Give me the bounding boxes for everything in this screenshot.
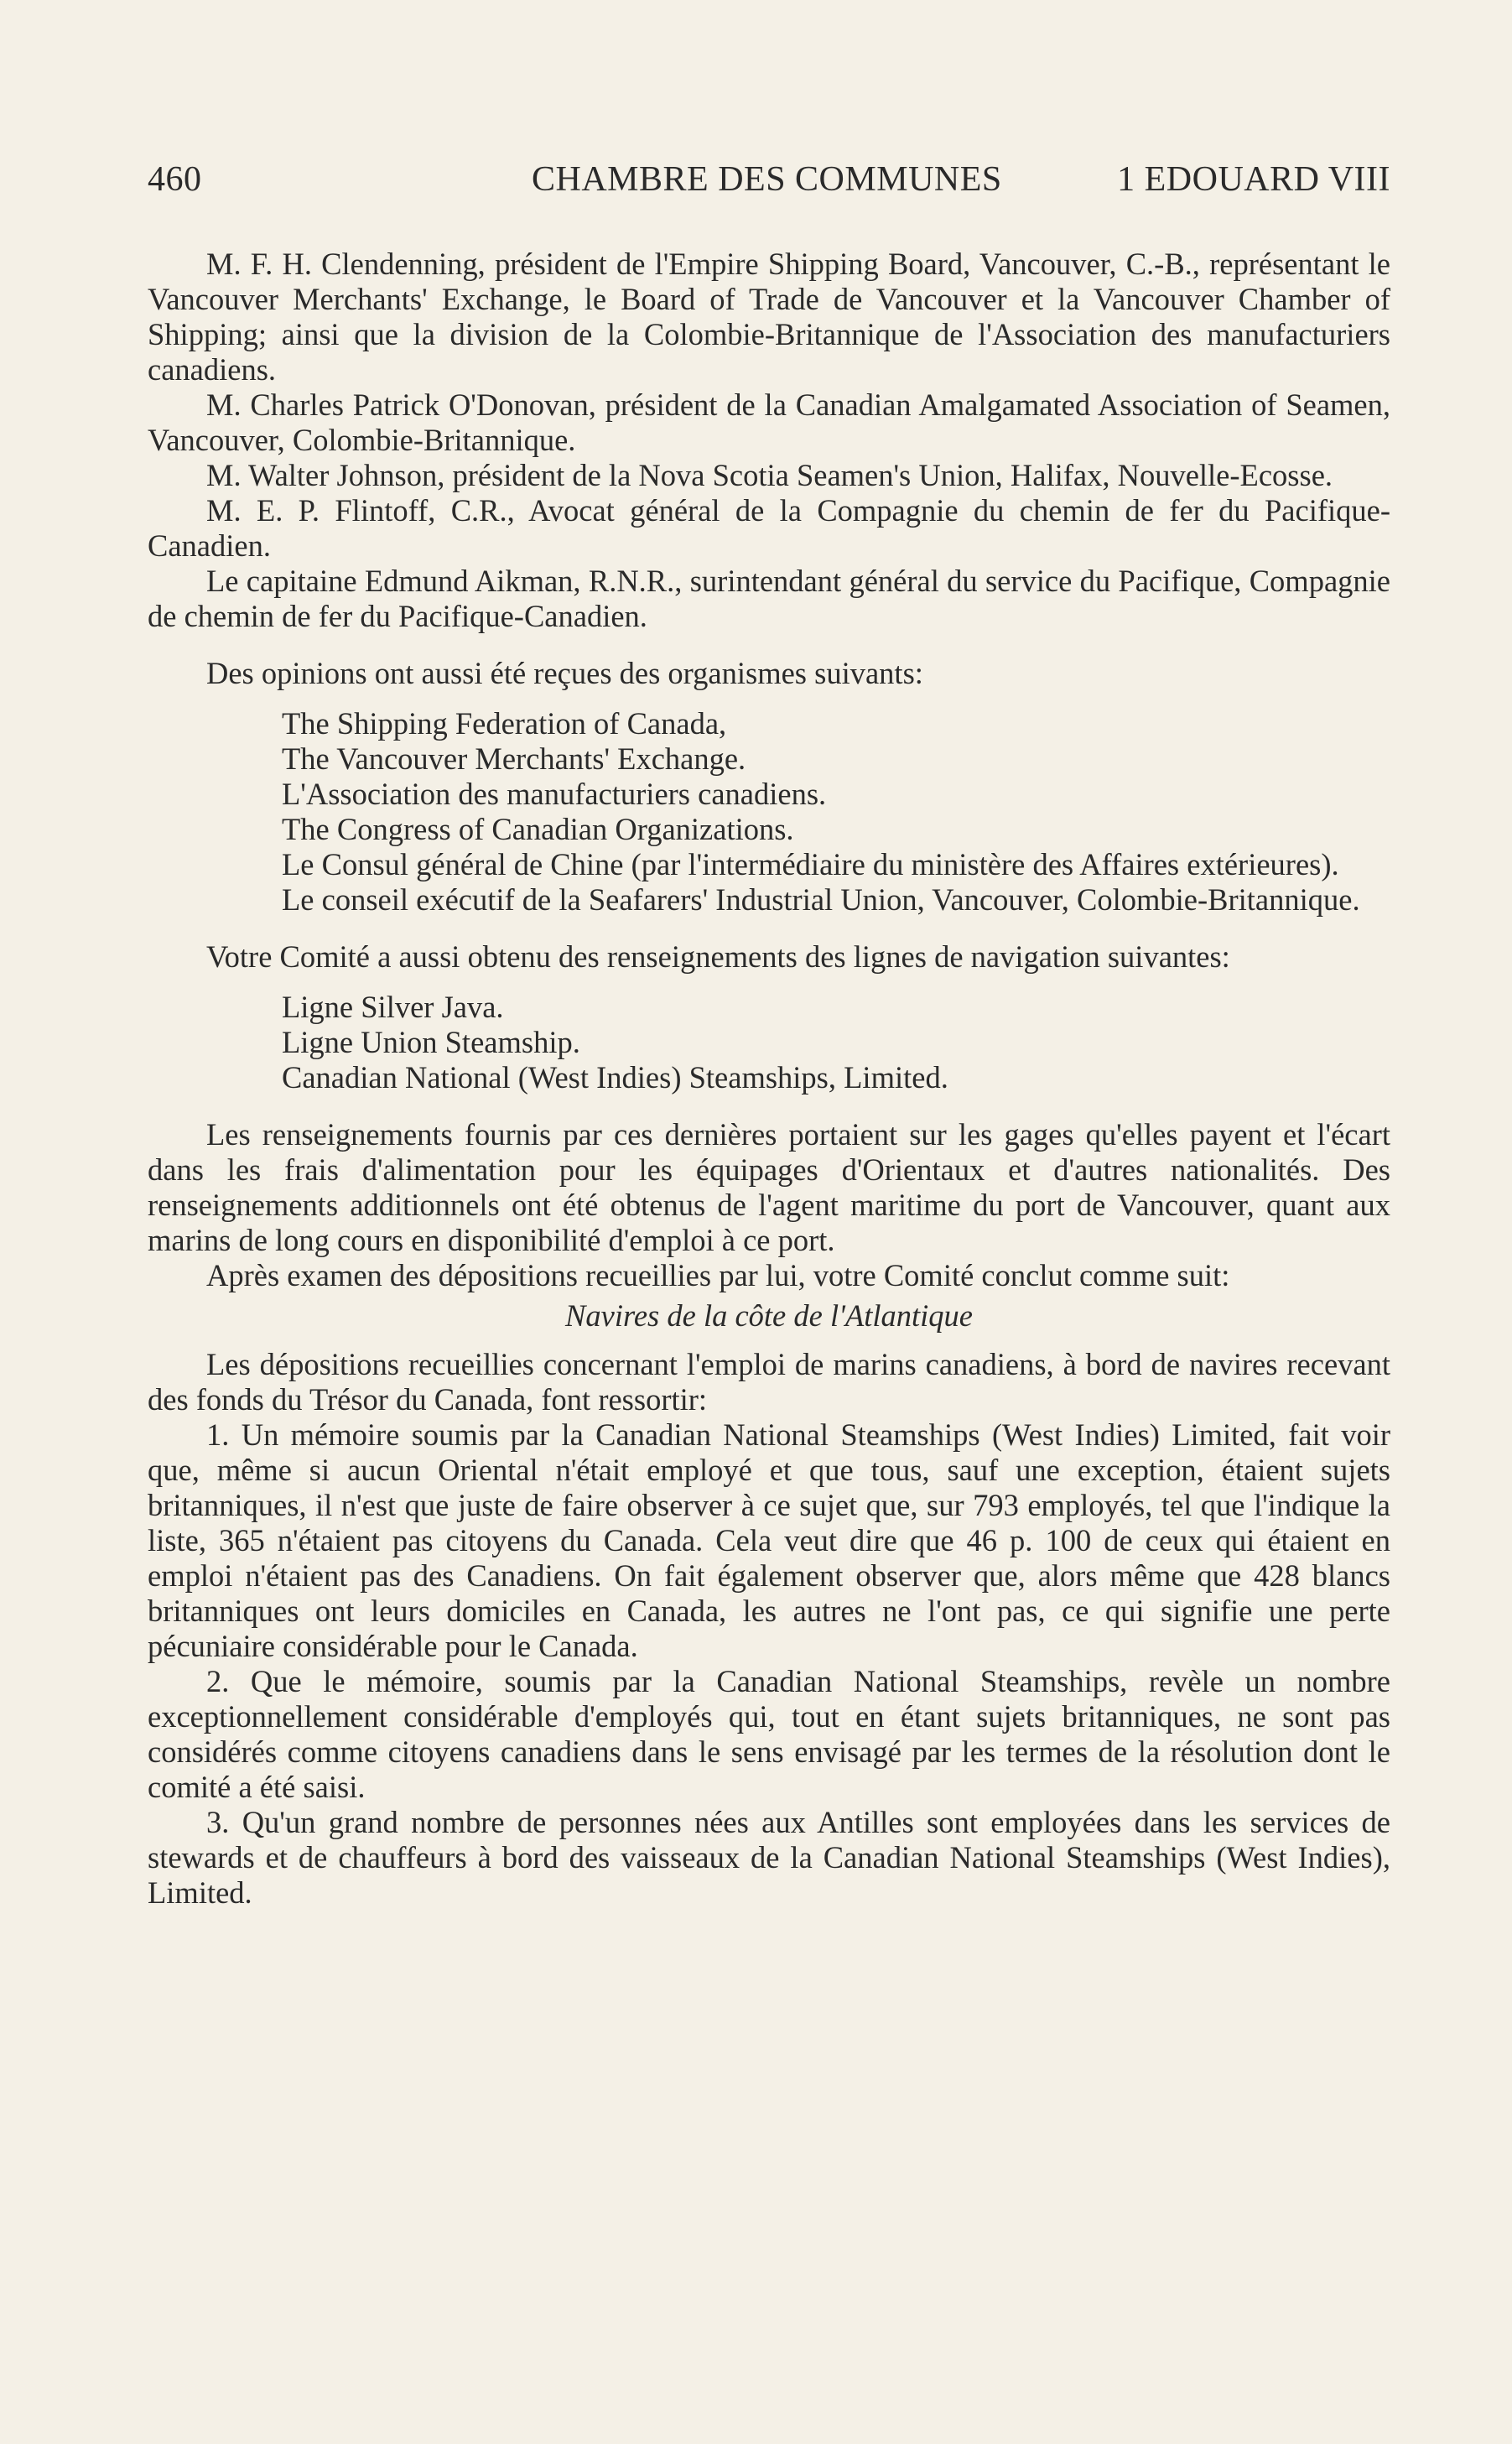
opinion-item: The Vancouver Merchants' Exchange.	[282, 741, 746, 776]
page-number: 460	[148, 160, 202, 199]
witness-list	[148, 247, 1390, 634]
witness-entry: Le capitaine Edmund Aikman, R.N.R., surintendant général du service du Pacifique, Compagnie de chemin de fer du Pacifique-Canadien.	[148, 564, 1390, 633]
opinion-item: The Shipping Federation of Canada,	[282, 706, 727, 741]
shipping-line-item: Ligne Union Steamship.	[282, 1025, 580, 1059]
opinion-item: Le conseil exécutif de la Seafarers' Industrial Union, Vancouver, Colombie-Britannique.	[282, 882, 1360, 917]
witness-entry: M. E. P. Flintoff, C.R., Avocat général de la Compagnie du chemin de fer du Pacifique-Canadien.	[148, 493, 1390, 563]
section-heading: Navires de la côte de l'Atlantique	[565, 1298, 973, 1333]
witness-entry: M. Charles Patrick O'Donovan, président de la Canadian Amalgamated Association of Seamen, Vancouver, Colombie-Britannique.	[148, 387, 1390, 457]
opinions-intro: Des opinions ont aussi été reçues des organismes suivants:	[206, 656, 923, 690]
numbered-point: 2. Que le mémoire, soumis par la Canadian National Steamships, revèle un nombre exceptionnellement considérable d'employés qui, tout en étant sujets britanniques, ne sont pas considérés comme citoyens canadiens dans le sens envisagé par les termes de la résolution dont le comité a été saisi.	[148, 1664, 1390, 1804]
shipping-line-item: Ligne Silver Java.	[282, 990, 504, 1024]
depositions-paragraph: Les dépositions recueillies concernant l'emploi de marins canadiens, à bord de navires recevant des fonds du Trésor du Canada, font ressortir:	[148, 1347, 1390, 1417]
numbered-point: 1. Un mémoire soumis par la Canadian National Steamships (West Indies) Limited, fait voir que, même si aucun Oriental n'était employé et que tous, sauf une exception, étaient sujets britanniques, il n'est que juste de faire observer à ce sujet que, sur 793 employés, tel que l'indique la liste, 365 n'étaient pas citoyens du Canada. Cela veut dire que 46 p. 100 de ceux qui étaient en emploi n'étaient pas des Canadiens. On fait également observer que, alors même que 428 blancs britanniques ont leurs domiciles en Canada, les autres ne l'ont pas, ce qui signifie une perte pécuniaire considérable pour le Canada.	[148, 1417, 1390, 1663]
info-paragraph: Les renseignements fournis par ces dernières portaient sur les gages qu'elles payent et l'écart dans les frais d'alimentation pour les équipages d'Orientaux et d'autres nationalités. Des renseignements additionnels ont été obtenus de l'agent maritime du port de Vancouver, quant aux marins de long cours en disponibilité d'emploi à ce port.	[148, 1117, 1390, 1257]
opinion-item: L'Association des manufacturiers canadiens.	[282, 777, 827, 811]
shipping-lines-list	[148, 990, 1390, 1095]
conclusion-paragraph: Après examen des dépositions recueillies par lui, votre Comité conclut comme suit:	[206, 1258, 1230, 1292]
witness-entry: M. F. H. Clendenning, président de l'Empire Shipping Board, Vancouver, C.-B., représentant le Vancouver Merchants' Exchange, le Board of Trade de Vancouver et la Vancouver Chamber of Shipping; ainsi que la division de la Colombie-Britannique de l'Association des manufacturiers canadiens.	[148, 247, 1390, 387]
lines-intro: Votre Comité a aussi obtenu des renseignements des lignes de navigation suivantes:	[206, 939, 1230, 974]
witness-entry: M. Walter Johnson, président de la Nova Scotia Seamen's Union, Halifax, Nouvelle-Ecosse.	[206, 458, 1333, 492]
shipping-line-item: Canadian National (West Indies) Steamships, Limited.	[282, 1060, 948, 1095]
document-page	[148, 159, 1390, 1911]
opinions-list	[148, 706, 1390, 847]
numbered-point: 3. Qu'un grand nombre de personnes nées aux Antilles sont employées dans les services de stewards et de chauffeurs à bord des vaisseaux de la Canadian National Steamships (West Indies), Limited.	[148, 1805, 1390, 1910]
session-label: 1 EDOUARD VIII	[1117, 160, 1390, 199]
opinion-item: Le Consul général de Chine (par l'intermédiaire du ministère des Affaires extérieures).	[282, 847, 1339, 881]
running-title: CHAMBRE DES COMMUNES	[532, 160, 1002, 199]
opinion-item: The Congress of Canadian Organizations.	[282, 812, 794, 846]
page-header	[148, 159, 1390, 200]
